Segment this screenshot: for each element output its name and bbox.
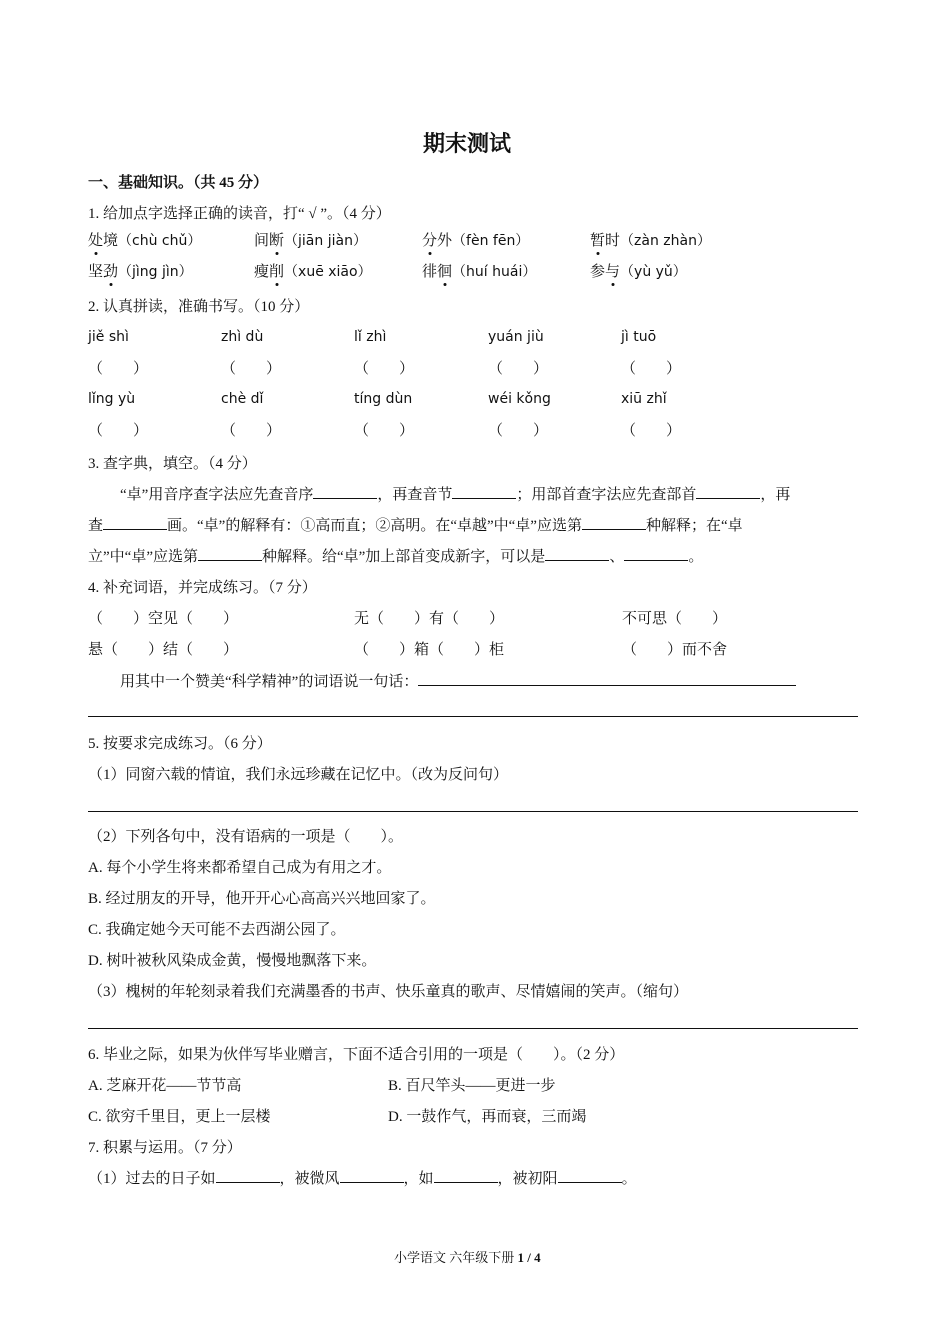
idiom-fill[interactable]: （ ）空见（ ） — [88, 611, 239, 627]
fill-blank[interactable] — [582, 515, 646, 530]
pinyin-word: jì tuō — [621, 329, 657, 345]
option-c: C. 我确定她今天可能不去西湖公园了。 — [88, 922, 346, 938]
fill-blank[interactable] — [434, 1168, 498, 1183]
page-footer: 小学语文 六年级下册 1 / 4 — [394, 1250, 541, 1265]
question-4-stem: 4. 补充词语，并完成练习。（7 分） — [88, 580, 317, 596]
answer-line[interactable] — [88, 716, 858, 717]
q1-item: 徘徊（huí huái） — [422, 260, 536, 281]
pinyin-word: zhì dù — [221, 329, 264, 345]
idiom-fill[interactable]: （ ）而不舍 — [622, 642, 728, 658]
q1-item: 参与（yù yǔ） — [590, 260, 687, 281]
pinyin-word: lǐng yù — [88, 391, 136, 407]
answer-line[interactable] — [418, 671, 796, 686]
question-1-stem: 1. 给加点字选择正确的读音，打“ √ ”。（4 分） — [88, 206, 391, 222]
fill-blank[interactable] — [452, 484, 516, 499]
answer-paren[interactable]: （ ） — [621, 361, 682, 377]
q1-item: 处境（chù chǔ） — [88, 229, 201, 250]
answer-paren[interactable]: （ ） — [354, 423, 415, 439]
idiom-fill[interactable]: 不可思（ ） — [622, 611, 728, 627]
option-d: D. 树叶被秋风染成金黄，慢慢地飘落下来。 — [88, 953, 377, 969]
fill-blank[interactable] — [558, 1168, 622, 1183]
q5-sub-1: （1）同窗六载的情谊，我们永远珍藏在记忆中。（改为反问句） — [88, 767, 509, 783]
question-6-stem: 6. 毕业之际，如果为伙伴写毕业赠言，下面不适合引用的一项是（ ）。（2 分） — [88, 1047, 625, 1063]
q3-line-1: “卓”用音序查字法应先查音序 ，再查音节 ；用部首查字法应先查部首 ，再 — [120, 483, 790, 504]
q1-item: 间断（jiān jiàn） — [254, 229, 367, 250]
q3-line-3: 立”中“卓”应选第 种解释。给“卓”加上部首变成新字，可以是 、 。 — [88, 545, 703, 566]
q7-sub-1: （1）过去的日子如 ，被微风 ，如 ，被初阳 。 — [88, 1167, 637, 1188]
idiom-fill[interactable]: 悬（ ）结（ ） — [88, 642, 239, 658]
option-d: D. 一鼓作气，再而衰，三而竭 — [388, 1109, 587, 1125]
option-b: B. 百尺竿头——更进一步 — [388, 1078, 556, 1094]
option-a: A. 芝麻开花——节节高 — [88, 1078, 242, 1094]
answer-paren[interactable]: （ ） — [488, 423, 549, 439]
answer-paren[interactable]: （ ） — [621, 423, 682, 439]
fill-blank[interactable] — [103, 515, 167, 530]
q1-item: 暂时（zàn zhàn） — [590, 229, 711, 250]
pinyin-word: tíng dùn — [354, 391, 413, 407]
option-b: B. 经过朋友的开导，他开开心心高高兴兴地回家了。 — [88, 891, 436, 907]
fill-blank[interactable] — [696, 484, 760, 499]
fill-blank[interactable] — [545, 546, 609, 561]
q1-item: 坚劲（jìng jìn） — [88, 260, 193, 281]
answer-paren[interactable]: （ ） — [221, 361, 282, 377]
pinyin-word: yuán jiù — [488, 329, 544, 345]
page-title: 期末测试 — [423, 131, 512, 156]
option-c: C. 欲穷千里目，更上一层楼 — [88, 1109, 271, 1125]
question-7-stem: 7. 积累与运用。（7 分） — [88, 1140, 242, 1156]
answer-paren[interactable]: （ ） — [354, 361, 415, 377]
answer-line[interactable] — [88, 811, 858, 812]
q3-line-2: 查 画。“卓”的解释有：①高而直；②高明。在“卓越”中“卓”应选第 种解释；在“卓 — [88, 514, 743, 535]
answer-paren[interactable]: （ ） — [488, 361, 549, 377]
idiom-fill[interactable]: （ ）箱（ ）柜 — [354, 642, 505, 658]
answer-line[interactable] — [88, 1028, 858, 1029]
pinyin-word: xiū zhǐ — [621, 391, 667, 407]
pinyin-word: chè dǐ — [221, 391, 264, 407]
pinyin-word: wéi kǒng — [488, 391, 551, 407]
question-5-stem: 5. 按要求完成练习。（6 分） — [88, 736, 272, 752]
fill-blank[interactable] — [216, 1168, 280, 1183]
fill-blank[interactable] — [624, 546, 688, 561]
q5-sub-2: （2）下列各句中，没有语病的一项是（ ）。 — [88, 829, 404, 845]
option-a: A. 每个小学生将来都希望自己成为有用之才。 — [88, 860, 392, 876]
fill-blank[interactable] — [340, 1168, 404, 1183]
q4-task: 用其中一个赞美“科学精神”的词语说一句话： — [120, 670, 796, 691]
pinyin-word: lǐ zhì — [354, 329, 387, 345]
fill-blank[interactable] — [198, 546, 262, 561]
page-number: 1 / 4 — [517, 1250, 541, 1265]
answer-paren[interactable]: （ ） — [88, 361, 149, 377]
idiom-fill[interactable]: 无（ ）有（ ） — [354, 611, 505, 627]
answer-paren[interactable]: （ ） — [88, 423, 149, 439]
section-heading: 一、基础知识。（共 45 分） — [88, 175, 269, 191]
fill-blank[interactable] — [313, 484, 377, 499]
q1-item: 分外（fèn fēn） — [422, 229, 529, 250]
pinyin-word: jiě shì — [88, 329, 129, 345]
question-2-stem: 2. 认真拼读，准确书写。（10 分） — [88, 299, 310, 315]
question-3-stem: 3. 查字典，填空。（4 分） — [88, 456, 257, 472]
q1-item: 瘦削（xuē xiāo） — [254, 260, 372, 281]
q5-sub-3: （3）槐树的年轮刻录着我们充满墨香的书声、快乐童真的歌声、尽情嬉闹的笑声。（缩句） — [88, 984, 689, 1000]
answer-paren[interactable]: （ ） — [221, 423, 282, 439]
